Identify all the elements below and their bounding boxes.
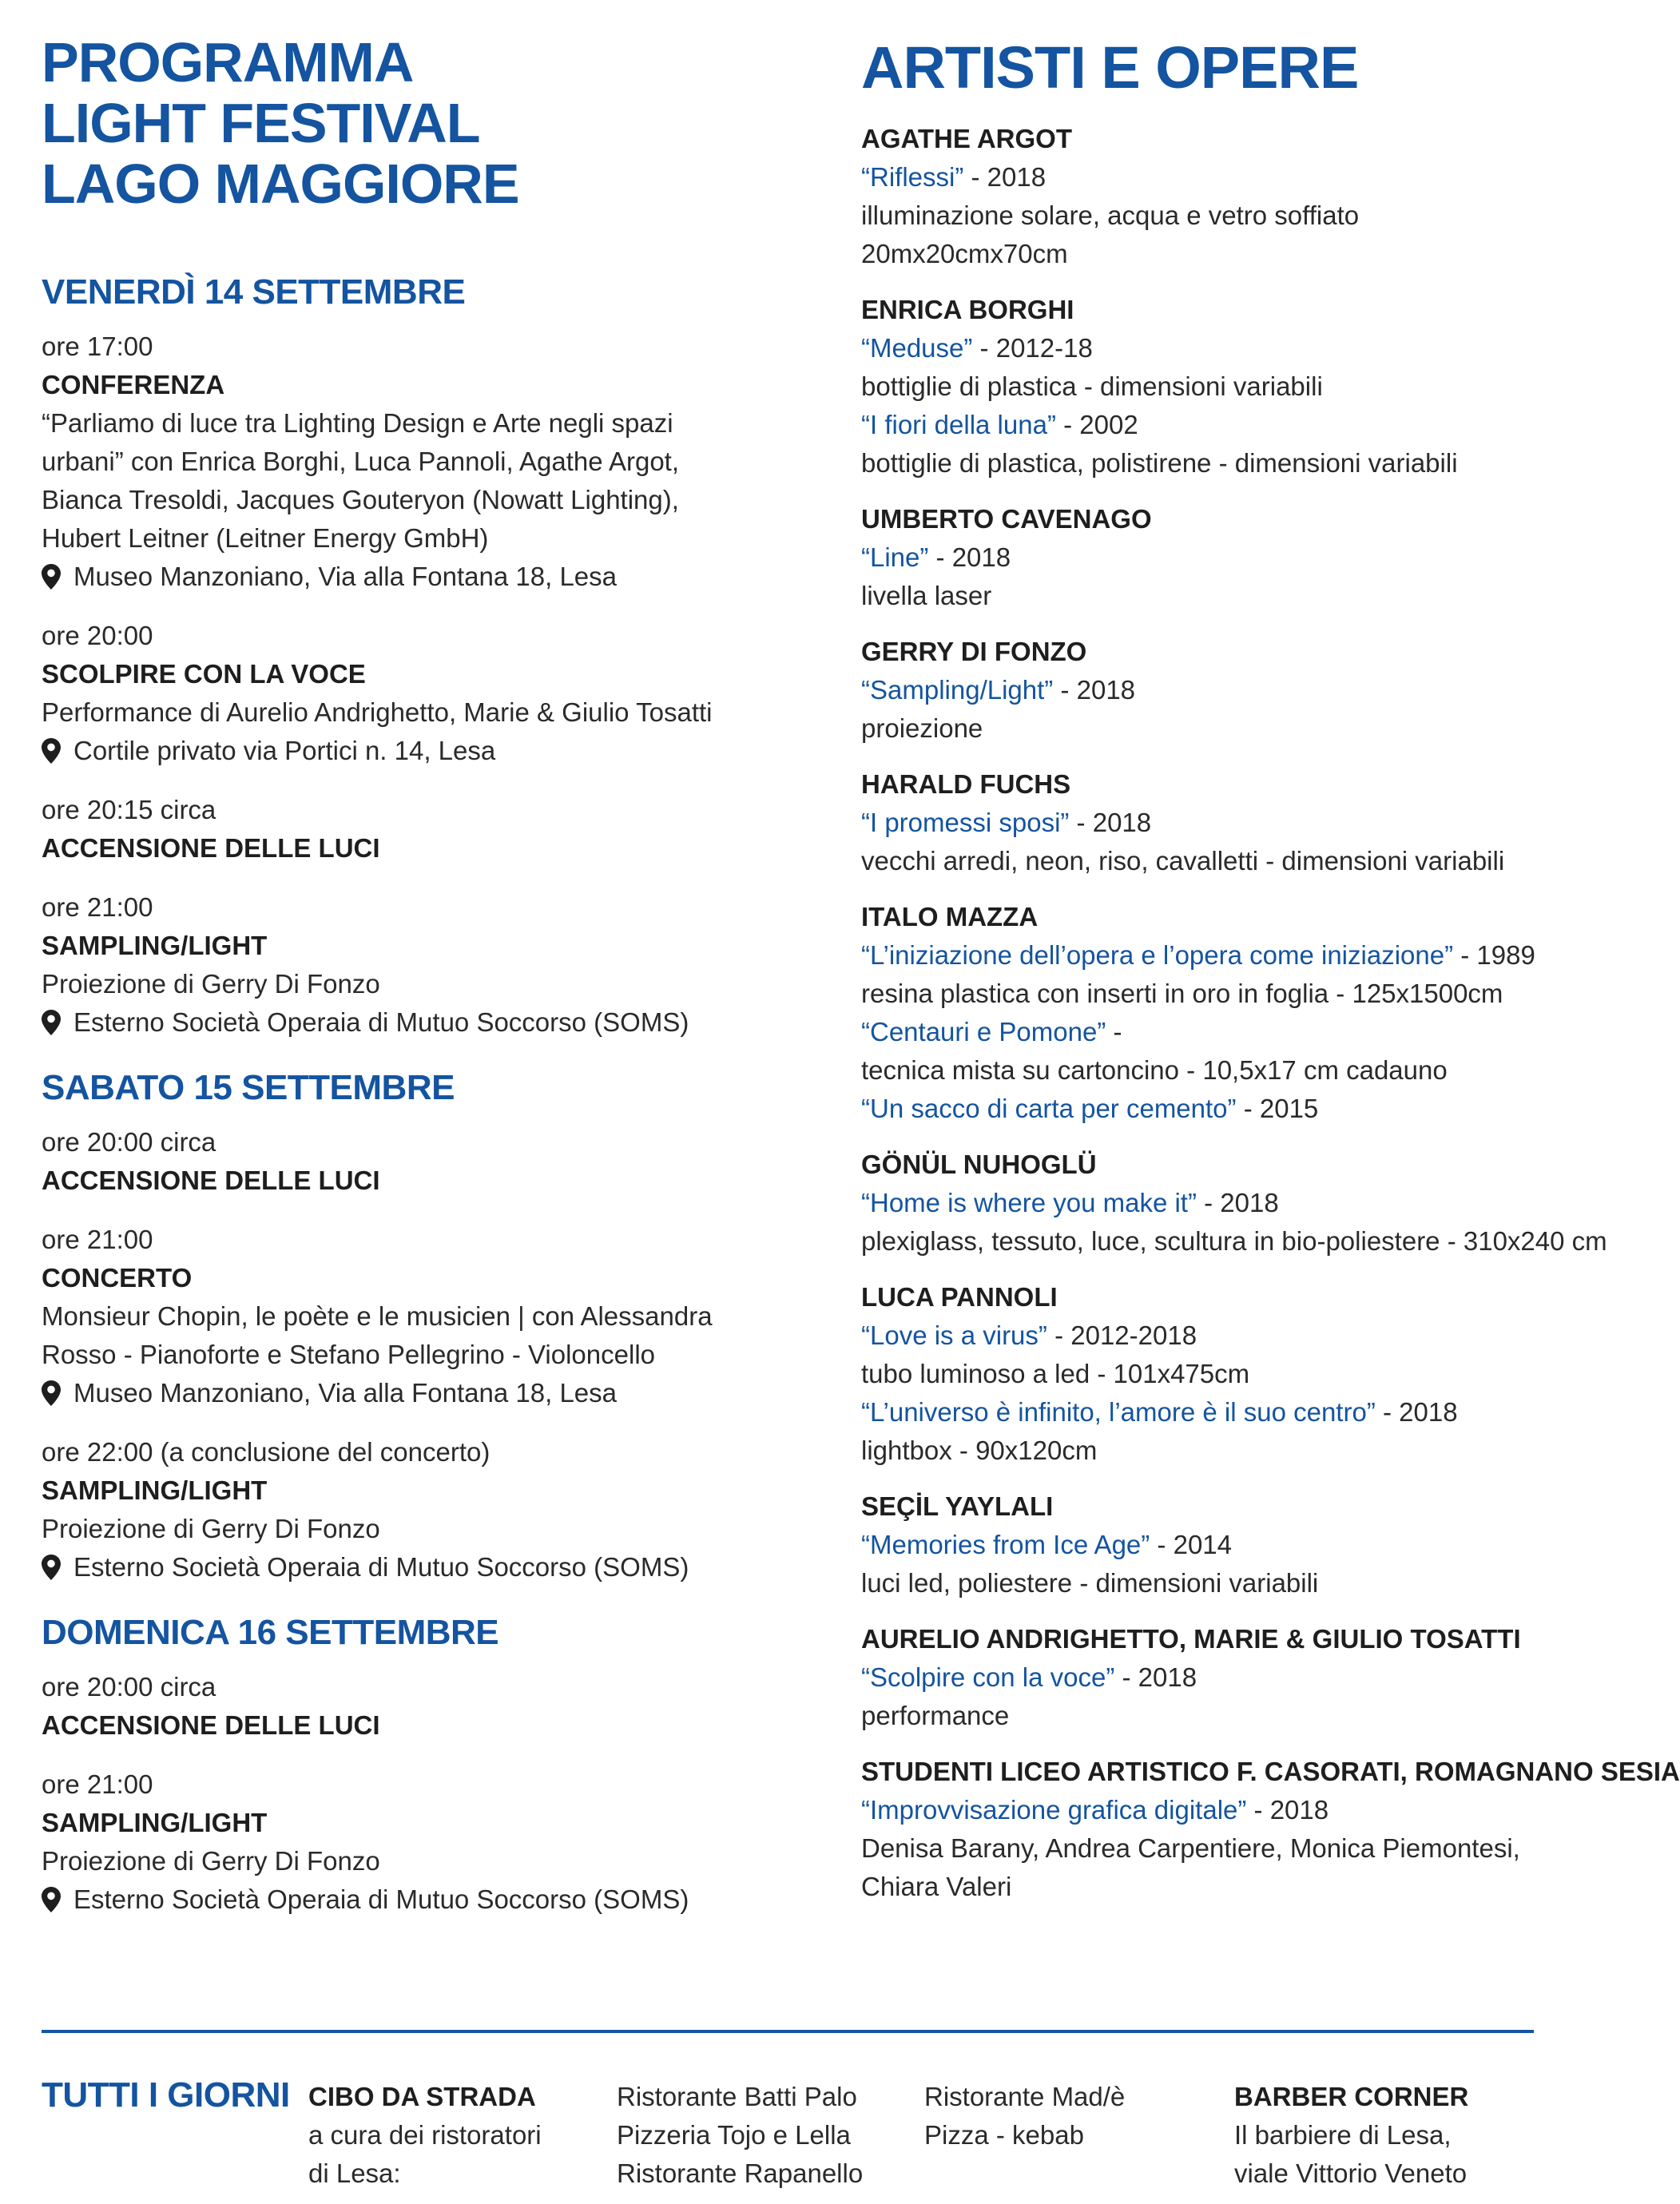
day-friday	[42, 270, 784, 1042]
work-title: “L’iniziazione dell’opera e l’opera come iniziazione”	[861, 940, 1454, 970]
event-description: Proiezione di Gerry Di Fonzo	[42, 1846, 380, 1876]
artist-name: AGATHE ARGOT	[861, 124, 1072, 153]
work-title: “Improvvisazione grafica digitale”	[861, 1795, 1247, 1825]
footer-barber-line: viale Vittorio Veneto	[1234, 2158, 1468, 2188]
work-year: - 2018	[1053, 675, 1136, 705]
work-year: - 2018	[1246, 1795, 1329, 1825]
artists-column	[861, 32, 1680, 1924]
work-material: bottiglie di plastica, polistirene - dimensioni variabili	[861, 448, 1458, 478]
artists-title: ARTISTI E OPERE	[861, 34, 1359, 101]
artist-name: STUDENTI LICEO ARTISTICO F. CASORATI, ROMAGNANO SESIA	[861, 1757, 1680, 1786]
artist-entry	[861, 1146, 1607, 1261]
artist-name: GÖNÜL NUHOGLÜ	[861, 1150, 1097, 1179]
event-item	[42, 888, 784, 1042]
work-line	[861, 804, 1534, 842]
event-title: CONCERTO	[42, 1263, 193, 1293]
day-sunday	[42, 1610, 784, 1919]
work-title: “Meduse”	[861, 333, 973, 363]
artist-name: LUCA PANNOLI	[861, 1282, 1058, 1312]
work-material: vecchi arredi, neon, riso, cavalletti - dimensioni variabili	[861, 846, 1505, 876]
artist-entry	[861, 291, 1534, 482]
program-title-line: PROGRAMMA	[42, 31, 414, 93]
work-line	[861, 671, 1534, 709]
work-year: - 2012-2018	[1047, 1320, 1197, 1350]
work-title: “Home is where you make it”	[861, 1188, 1197, 1217]
work-material: bottiglie di plastica - dimensioni variabili	[861, 371, 1323, 401]
event-item	[42, 1668, 784, 1745]
event-item	[42, 1765, 784, 1919]
restaurant-item: Ristorante Batti Palo	[617, 2082, 857, 2111]
event-time: ore 20:00 circa	[42, 1672, 216, 1702]
footer-restaurants	[617, 2078, 863, 2193]
event-location	[42, 1880, 784, 1919]
event-time: ore 21:00	[42, 1225, 153, 1254]
day-heading: SABATO 15 SETTEMBRE	[42, 1068, 455, 1107]
location-pin-icon	[42, 732, 73, 770]
work-line	[861, 936, 1534, 975]
footer-food-line: a cura dei ristoratori	[308, 2120, 542, 2150]
work-material: Denisa Barany, Andrea Carpentiere, Monica Piemontesi,	[861, 1833, 1520, 1863]
artist-name: AURELIO ANDRIGHETTO, MARIE & GIULIO TOSATTI	[861, 1624, 1521, 1654]
work-line	[861, 538, 1534, 577]
artist-entry	[861, 1753, 1680, 1906]
artist-name: ITALO MAZZA	[861, 902, 1039, 931]
footer-barber-line: Il barbiere di Lesa,	[1234, 2120, 1452, 2150]
event-title: SAMPLING/LIGHT	[42, 1475, 268, 1505]
work-title: “Un sacco di carta per cemento”	[861, 1094, 1237, 1123]
footer-barber-heading: BARBER CORNER	[1234, 2082, 1469, 2111]
event-item	[42, 617, 784, 770]
work-year: - 2002	[1055, 410, 1138, 439]
work-title: “Sampling/Light”	[861, 675, 1054, 705]
work-material: luci led, poliestere - dimensioni variabili	[861, 1568, 1319, 1598]
artist-entry	[861, 633, 1534, 748]
work-line	[861, 1013, 1534, 1051]
work-line	[861, 1526, 1534, 1564]
event-title: ACCENSIONE DELLE LUCI	[42, 1166, 380, 1195]
artist-name: HARALD FUCHS	[861, 769, 1071, 799]
work-year: - 2018	[1375, 1397, 1458, 1427]
event-description: “Parliamo di luce tra Lighting Design e Arte negli spazi urbani” con Enrica Borghi, Luca Pannoli, Agathe Argot, Bianca Tresoldi, Jacques Gouteryon (Nowatt Lighting), Hubert Leitner (Leitner Energy GmbH)	[42, 408, 680, 553]
work-material: tubo luminoso a led - 101x475cm	[861, 1359, 1250, 1388]
event-time: ore 20:00 circa	[42, 1127, 216, 1157]
location-pin-icon	[42, 1003, 73, 1042]
artist-name: SEÇİL YAYLALI	[861, 1491, 1054, 1521]
event-item	[42, 791, 784, 868]
event-description: Proiezione di Gerry Di Fonzo	[42, 969, 380, 999]
work-title: “Riflessi”	[861, 162, 964, 192]
location-pin-icon	[42, 1374, 73, 1412]
program-title-line: LAGO MAGGIORE	[42, 153, 519, 215]
event-item	[42, 1433, 784, 1586]
event-time: ore 17:00	[42, 332, 153, 361]
restaurant-item: Ristorante Rapanello	[617, 2158, 864, 2188]
location-pin-icon	[42, 1880, 73, 1919]
footer-food	[308, 2078, 542, 2193]
event-location-text: Esterno Società Operaia di Mutuo Soccorso (SOMS)	[73, 1007, 689, 1037]
event-location-text: Esterno Società Operaia di Mutuo Soccorso (SOMS)	[73, 1552, 689, 1582]
work-title: “Love is a virus”	[861, 1320, 1047, 1350]
work-title: “I fiori della luna”	[861, 410, 1056, 439]
event-location	[42, 1548, 784, 1586]
event-location	[42, 732, 784, 770]
footer-food-heading: CIBO DA STRADA	[308, 2082, 536, 2111]
event-location	[42, 1374, 784, 1412]
work-line	[861, 406, 1534, 444]
work-material: performance	[861, 1701, 1010, 1730]
artist-name: ENRICA BORGHI	[861, 295, 1074, 324]
footer-title: TUTTI I GIORNI	[42, 2075, 290, 2115]
footer-restaurants-2	[924, 2078, 1125, 2154]
artist-entry	[861, 1620, 1534, 1735]
work-material: proiezione	[861, 713, 983, 743]
work-year: - 2012-18	[972, 333, 1093, 363]
footer-barber	[1234, 2078, 1468, 2193]
artist-name: UMBERTO CAVENAGO	[861, 504, 1152, 534]
work-material: Chiara Valeri	[861, 1872, 1012, 1901]
work-year: - 2014	[1150, 1530, 1233, 1559]
day-saturday	[42, 1066, 784, 1586]
event-time: ore 20:15 circa	[42, 795, 216, 824]
artist-name: GERRY DI FONZO	[861, 637, 1087, 666]
event-description: Monsieur Chopin, le poète e le musicien | con Alessandra Rosso - Pianoforte e Stefano Pellegrino - Violoncello	[42, 1301, 713, 1369]
work-year: - 2018	[928, 542, 1011, 572]
work-year: - 2018	[963, 162, 1047, 192]
artist-entry	[861, 120, 1534, 273]
restaurant-item: Ristorante Mad/è	[924, 2082, 1126, 2111]
work-line	[861, 1184, 1534, 1222]
work-line	[861, 1316, 1534, 1355]
event-title: ACCENSIONE DELLE LUCI	[42, 833, 380, 863]
restaurant-item: Pizzeria Tojo e Lella	[617, 2120, 851, 2150]
event-time: ore 21:00	[42, 892, 153, 922]
artist-entry	[861, 1278, 1534, 1470]
work-material: livella laser	[861, 581, 992, 610]
restaurant-item: Pizza - kebab	[924, 2120, 1084, 2150]
event-item	[42, 1123, 784, 1200]
work-line	[861, 1393, 1534, 1432]
event-location-text: Cortile privato via Portici n. 14, Lesa	[73, 736, 496, 765]
footer	[42, 2073, 1534, 2193]
event-time: ore 20:00	[42, 621, 153, 650]
event-location-text: Museo Manzoniano, Via alla Fontana 18, Lesa	[73, 562, 618, 591]
work-line	[861, 158, 1534, 197]
work-year: - 2018	[1114, 1662, 1197, 1692]
event-title: SCOLPIRE CON LA VOCE	[42, 659, 366, 689]
work-material: plexiglass, tessuto, luce, scultura in bio-poliestere - 310x240 cm	[861, 1226, 1607, 1256]
location-pin-icon	[42, 1548, 73, 1586]
event-description: Proiezione di Gerry Di Fonzo	[42, 1514, 380, 1543]
day-heading: DOMENICA 16 SETTEMBRE	[42, 1613, 499, 1652]
work-title: “I promessi sposi”	[861, 808, 1070, 837]
event-location	[42, 1003, 784, 1042]
event-title: CONFERENZA	[42, 370, 225, 399]
work-material: illuminazione solare, acqua e vetro soffiato	[861, 201, 1360, 230]
work-year: - 2018	[1069, 808, 1152, 837]
location-pin-icon	[42, 558, 73, 596]
work-dimensions: 20mx20cmx70cm	[861, 239, 1068, 268]
work-line	[861, 1658, 1534, 1697]
event-title: SAMPLING/LIGHT	[42, 931, 268, 960]
program-title-line: LIGHT FESTIVAL	[42, 92, 480, 154]
artist-entry	[861, 500, 1534, 615]
event-item	[42, 328, 784, 596]
footer-divider	[42, 2030, 1534, 2033]
event-title: ACCENSIONE DELLE LUCI	[42, 1710, 380, 1740]
work-title: “Centauri e Pomone”	[861, 1017, 1106, 1046]
event-description: Performance di Aurelio Andrighetto, Marie & Giulio Tosatti	[42, 697, 713, 727]
program-column	[42, 32, 784, 1943]
event-time: ore 22:00 (a conclusione del concerto)	[42, 1437, 490, 1467]
work-year: - 2018	[1196, 1188, 1279, 1217]
work-material: lightbox - 90x120cm	[861, 1436, 1098, 1465]
program-title	[42, 32, 784, 214]
work-line	[861, 1791, 1534, 1829]
event-time: ore 21:00	[42, 1769, 153, 1799]
work-year: -	[1106, 1017, 1122, 1046]
work-line	[861, 1090, 1534, 1128]
event-location-text: Esterno Società Operaia di Mutuo Soccorso (SOMS)	[73, 1884, 689, 1914]
event-location-text: Museo Manzoniano, Via alla Fontana 18, Lesa	[73, 1378, 618, 1408]
work-year: - 1989	[1453, 940, 1535, 970]
artist-entry	[861, 1487, 1534, 1602]
artist-entry	[861, 765, 1534, 880]
day-heading: VENERDÌ 14 SETTEMBRE	[42, 272, 466, 312]
event-item	[42, 1221, 784, 1412]
work-title: “Line”	[861, 542, 929, 572]
footer-food-line: di Lesa:	[308, 2158, 401, 2188]
event-location	[42, 558, 784, 596]
work-title: “Memories from Ice Age”	[861, 1530, 1150, 1559]
event-title: SAMPLING/LIGHT	[42, 1808, 268, 1837]
artist-entry	[861, 898, 1534, 1128]
work-line	[861, 329, 1534, 367]
work-material: tecnica mista su cartoncino - 10,5x17 cm cadauno	[861, 1055, 1448, 1085]
work-title: “L’universo è infinito, l’amore è il suo centro”	[861, 1397, 1376, 1427]
work-title: “Scolpire con la voce”	[861, 1662, 1115, 1692]
work-year: - 2015	[1236, 1094, 1319, 1123]
work-material: resina plastica con inserti in oro in foglia - 125x1500cm	[861, 979, 1503, 1008]
